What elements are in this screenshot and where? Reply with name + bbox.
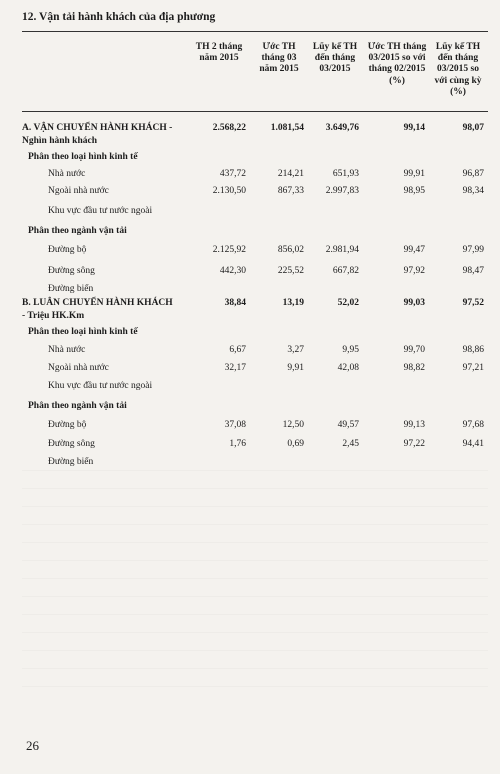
row-value: 225,52: [277, 266, 304, 276]
row-label: Đường bộ: [48, 420, 87, 430]
table-row: [0, 152, 500, 168]
row-label: Đường biển: [48, 284, 94, 294]
row-value: 13,19: [282, 298, 304, 308]
row-value: 0,69: [287, 439, 304, 449]
row-value: 214,21: [277, 169, 304, 179]
header-bottom-rule: [22, 111, 488, 112]
row-label: Ngoài nhà nước: [48, 363, 109, 373]
row-label: Phân theo loại hình kinh tế: [28, 152, 138, 162]
row-label: Đường biển: [48, 457, 94, 467]
row-value: 98,86: [462, 345, 484, 355]
row-label: Khu vực đầu tư nước ngoài: [48, 381, 153, 391]
col-header-cumulative-vs-same-period: Lũy kế TH đến tháng 03/2015 so với cùng kỳ (%): [434, 42, 482, 97]
table-row: [0, 401, 500, 417]
row-value: 856,02: [277, 245, 304, 255]
row-label: Ngoài nhà nước: [48, 186, 109, 196]
row-value: 2.997,83: [325, 186, 359, 196]
row-label: Nghìn hành khách: [22, 136, 97, 146]
row-label: Phân theo ngành vận tải: [28, 226, 127, 236]
row-value: 52,02: [337, 298, 359, 308]
row-value: 98,82: [403, 363, 425, 373]
row-value: 97,92: [403, 266, 425, 276]
bleed-through-area: [22, 470, 488, 690]
table-row: [0, 169, 500, 185]
row-value: 99,03: [403, 298, 425, 308]
row-value: 96,87: [462, 169, 484, 179]
col-header-th-2-months: TH 2 tháng năm 2015: [195, 42, 243, 64]
table-row: [0, 311, 500, 327]
table-row: [0, 345, 500, 361]
row-label: Phân theo ngành vận tải: [28, 401, 127, 411]
row-value: 97,68: [462, 420, 484, 430]
table-top-rule: [22, 31, 488, 32]
row-value: 3,27: [287, 345, 304, 355]
row-value: 97,21: [462, 363, 484, 373]
row-value: 2.568,22: [212, 123, 246, 133]
table-row: [0, 206, 500, 222]
row-value: 667,82: [332, 266, 359, 276]
row-value: 99,91: [403, 169, 425, 179]
row-value: 442,30: [219, 266, 246, 276]
row-value: 94,41: [462, 439, 484, 449]
table-row: [0, 226, 500, 242]
row-label: Nhà nước: [48, 169, 86, 179]
row-value: 2.125,92: [212, 245, 246, 255]
row-value: 98,95: [403, 186, 425, 196]
row-value: 437,72: [219, 169, 246, 179]
table-row: [0, 381, 500, 397]
row-label: A. VẬN CHUYỂN HÀNH KHÁCH -: [22, 123, 173, 133]
row-label: Đường sông: [48, 266, 95, 276]
col-header-cumulative-march: Lũy kế TH đến tháng 03/2015: [312, 42, 358, 75]
row-value: 2.981,94: [325, 245, 359, 255]
table-row: [0, 136, 500, 152]
table-row: [0, 439, 500, 455]
row-label: Đường bộ: [48, 245, 87, 255]
row-value: 9,95: [342, 345, 359, 355]
row-value: 42,08: [337, 363, 359, 373]
row-value: 651,93: [332, 169, 359, 179]
col-header-march-vs-feb: Ước TH tháng 03/2015 so với tháng 02/2015 (%): [367, 42, 427, 86]
row-label: Đường sông: [48, 439, 95, 449]
row-value: 2,45: [342, 439, 359, 449]
row-value: 6,67: [229, 345, 246, 355]
row-value: 98,47: [462, 266, 484, 276]
row-value: 867,33: [277, 186, 304, 196]
table-row: [0, 245, 500, 261]
table-row: [0, 327, 500, 343]
row-value: 1.081,54: [270, 123, 304, 133]
row-value: 99,70: [403, 345, 425, 355]
row-value: 37,08: [224, 420, 246, 430]
row-value: 32,17: [224, 363, 246, 373]
table-row: [0, 420, 500, 436]
row-label: Khu vực đầu tư nước ngoài: [48, 206, 153, 216]
row-value: 12,50: [282, 420, 304, 430]
row-value: 97,22: [403, 439, 425, 449]
row-value: 3.649,76: [325, 123, 359, 133]
row-value: 99,13: [403, 420, 425, 430]
row-value: 49,57: [337, 420, 359, 430]
row-value: 97,52: [462, 298, 484, 308]
table-row: [0, 186, 500, 202]
page-title: 12. Vận tải hành khách của địa phương: [22, 11, 216, 23]
page-number: 26: [26, 738, 39, 753]
row-value: 1,76: [229, 439, 246, 449]
row-value: 38,84: [224, 298, 246, 308]
row-value: 9,91: [287, 363, 304, 373]
row-value: 98,07: [462, 123, 484, 133]
row-label: Phân theo loại hình kinh tế: [28, 327, 138, 337]
row-label: - Triệu HK.Km: [22, 311, 85, 321]
row-value: 97,99: [462, 245, 484, 255]
row-value: 98,34: [462, 186, 484, 196]
row-value: 99,14: [403, 123, 425, 133]
row-value: 99,47: [403, 245, 425, 255]
table-row: [0, 363, 500, 379]
row-value: 2.130,50: [212, 186, 246, 196]
table-row: [0, 266, 500, 282]
row-label: B. LUÂN CHUYỂN HÀNH KHÁCH: [22, 298, 173, 308]
row-label: Nhà nước: [48, 345, 86, 355]
col-header-estimate-march: Ước TH tháng 03 năm 2015: [259, 42, 299, 75]
